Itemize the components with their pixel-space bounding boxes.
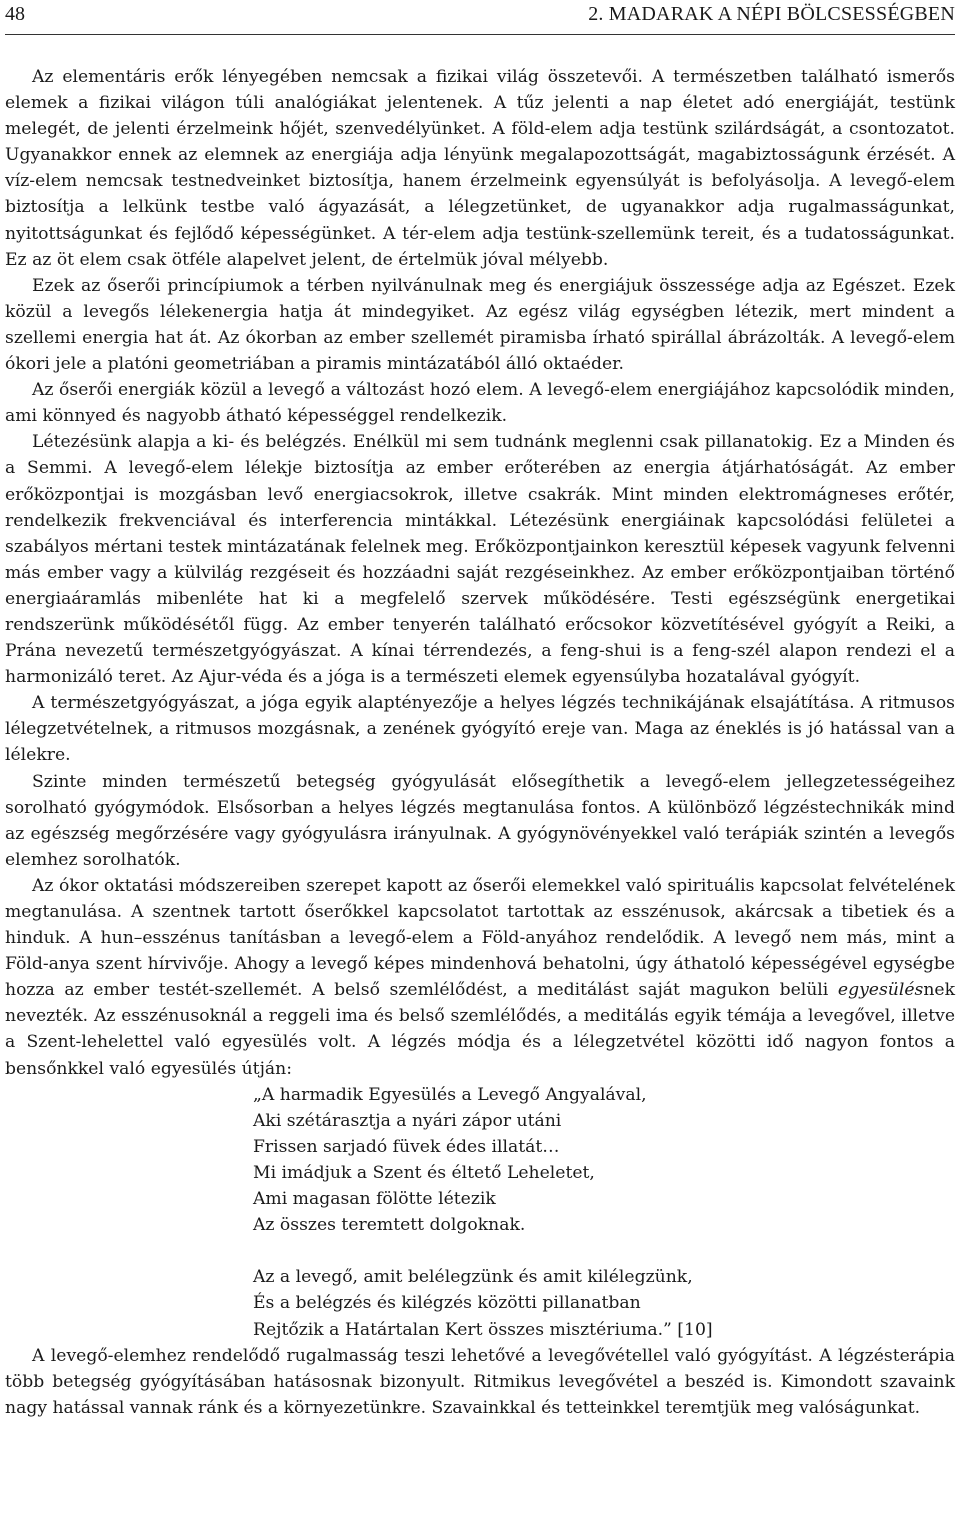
poem-line: Ami magasan fölötte létezik [253, 1189, 496, 1210]
poem-line: Frissen sarjadó füvek édes illatát… [253, 1136, 560, 1157]
paragraph-elements: Az elementáris erők lényegében nemcsak a fizikai világ összetevői. A természetben található ismerős elemek a fizikai világon túli analógiákat jelentenek. A tűz jelenti a nap életet adó energiáját, testünk melegét, de jelenti érzelmeink hőjét, szenvedélyünket. A föld-elem adja testünk szilárdságát, a csontozatot. Ugyanakkor ennek az elemnek az energiája adja lényünk megalapozottságát, magabiztosságunk érzését. A víz-elem nemcsak testnedveinket biztosítja, hanem érzelmeink egyensúlyát is befolyásolja. A levegő-elem biztosítja a lelkünk testbe való ágyazását, a lélegzetünket, de ugyanakkor adja rugalmasságunkat, nyitottságunkat és fejlődő képességünket. A tér-elem adja testünk-szellemünk tereit, és a tudatosságunkat. Ez az öt elem csak ötféle alapelvet jelent, de értelmük jóval mélyebb. [5, 67, 955, 270]
paragraph-closing: A levegő-elemhez rendelődő rugalmasság teszi lehetővé a levegővétellel való gyógyítást. A légzésterápia több betegség gyógyításában hatásosnak bizonyult. Ritmikus levegővétel a beszéd is. Kimondott szavaink nagy hatással vannak ránk és a környezetünkre. Szavainkkal és tetteinkkel teremtjük meg valóságunkat. [5, 1345, 955, 1418]
paragraph-breathing: Létezésünk alapja a ki- és belégzés. Enélkül mi sem tudnánk meglenni csak pillanatokig. Ez a Minden és a Semmi. A levegő-elem lélekje biztosítja az ember erőterében az energia átjárhatóságát. Az ember erőközpontjai is mozgásban levő energiacsokrok, illetve csakrák. Mint minden elektromágneses erőtér, rendelkezik frekvenciával és interferencia mintákkal. Létezésünk energiáinak kapcsolódási felületei a szabályos mértani testek mintázatának felelnek meg. Erőközpontjainkon keresztül képesek vagyunk felvenni más ember vagy a külvilág rezgéseit és hozzáadni saját rezgéseinkhez. Az ember erőközpontjaiban történő energiaáramlás mibenléte hat ki a megfelelő szervek működésére. Testi egészségünk energetikai rendszerünk működésétől függ. Az ember tenyerén található erőcsokor közvetítésével gyógyít a Reiki, a Prána nevezetű természetgyógyászat. A kínai térrendezés, a feng-shui is a feng-szél alapon rendezi el a harmonizáló teret. Az Ajur-véda és a jóga is a természeti elemek egyensúlyba hozatalával gyógyít. [5, 432, 955, 688]
paragraph-essenes-part1: Az ókor oktatási módszereiben szerepet kapott az őserői elemekkel való spirituális kapcsolat felvételének megtanulása. A szentnek tartott őserőkkel kapcsolatot tartottak az esszénusok, akárcsak a tibetiek és a hinduk. A hun–esszénus tanításban a levegő-elem a Föld-anyához rendelődik. A levegő nem más, mint a Föld-anya szent hírvivője. Ahogy a levegő képes mindenhová behatolni, úgy áthatoló képességével egységbe hozza az ember testét-szellemét. A belső szemlélődést, a meditálást saját magukon belüli [5, 875, 955, 1001]
poem-quote [253, 1082, 955, 1343]
body-text [5, 64, 955, 1421]
poem-line: „A harmadik Egyesülés a Levegő Angyalával, [253, 1084, 647, 1105]
poem-line: És a belégzés és kilégzés közötti pillanatban [253, 1293, 641, 1314]
paragraph-change: Az őserői energiák közül a levegő a változást hozó elem. A levegő-elem energiájához kapcsolódik minden, ami könnyed és nagyobb átható képességgel rendelkezik. [5, 380, 955, 427]
poem-line: Aki szétárasztja a nyári zápor utáni [253, 1110, 562, 1131]
paragraph-naturopathy: A természetgyógyászat, a jóga egyik alaptényezője a helyes légzés technikájának elsajátítása. A ritmusos lélegzetvételnek, a ritmusos mozgásnak, a zenének gyógyító ereje van. Maga az éneklés is jó hatással van a lélekre. [5, 693, 955, 766]
chapter-running-head: 2. MADARAK A NÉPI BÖLCSESSÉGBEN [588, 3, 955, 25]
page-header [5, 0, 955, 35]
poem-line: Mi imádjuk a Szent és éltető Leheletet, [253, 1162, 595, 1183]
poem-line: Az a levegő, amit belélegzünk és amit kilélegzünk, [253, 1267, 693, 1288]
paragraph-essenes [5, 873, 955, 1082]
paragraph-principles: Ezek az őserői princípiumok a térben nyilvánulnak meg és energiájuk összessége adja az Egészet. Ezek közül a levegős lélekenergia hatja át mindegyiket. Az egész világ egységben létezik, mert mindent a szellemi energia hat át. Az ókorban az ember szellemét piramisba írható spirállal ábrázolták. A levegő-elem ókori jele a platóni geometriában a piramis mintázatából álló oktaéder. [5, 275, 955, 375]
paragraph-essenes-part2: nek nevezték. Az esszénusoknál a reggeli ima és belső szemlélődés, a meditálás egyik témája a levegővel, illetve a Szent-lehelettel való egyesülés volt. A légzés módja és a lélegzetvétel közötti idő nagyon fontos a bensőnkkel való egyesülés útján: [5, 980, 955, 1079]
poem-line: Az összes teremtett dolgoknak. [253, 1215, 526, 1236]
paragraph-healing: Szinte minden természetű betegség gyógyulását elősegíthetik a levegő-elem jellegzetességeihez sorolható gyógymódok. Elsősorban a helyes légzés megtanulása fontos. A különböző légzéstechnikák mind az egészség megőrzésére vagy gyógyulásra irányulnak. A gyógynövényekkel való terápiák szintén a levegős elemhez sorolhatók. [5, 771, 955, 870]
emphasis-egyesules: egyesülés [837, 980, 924, 1001]
poem-line: Rejtőzik a Határtalan Kert összes misztériuma.” [10] [253, 1319, 713, 1340]
stanza-break [253, 1238, 955, 1264]
page-number: 48 [5, 3, 25, 25]
